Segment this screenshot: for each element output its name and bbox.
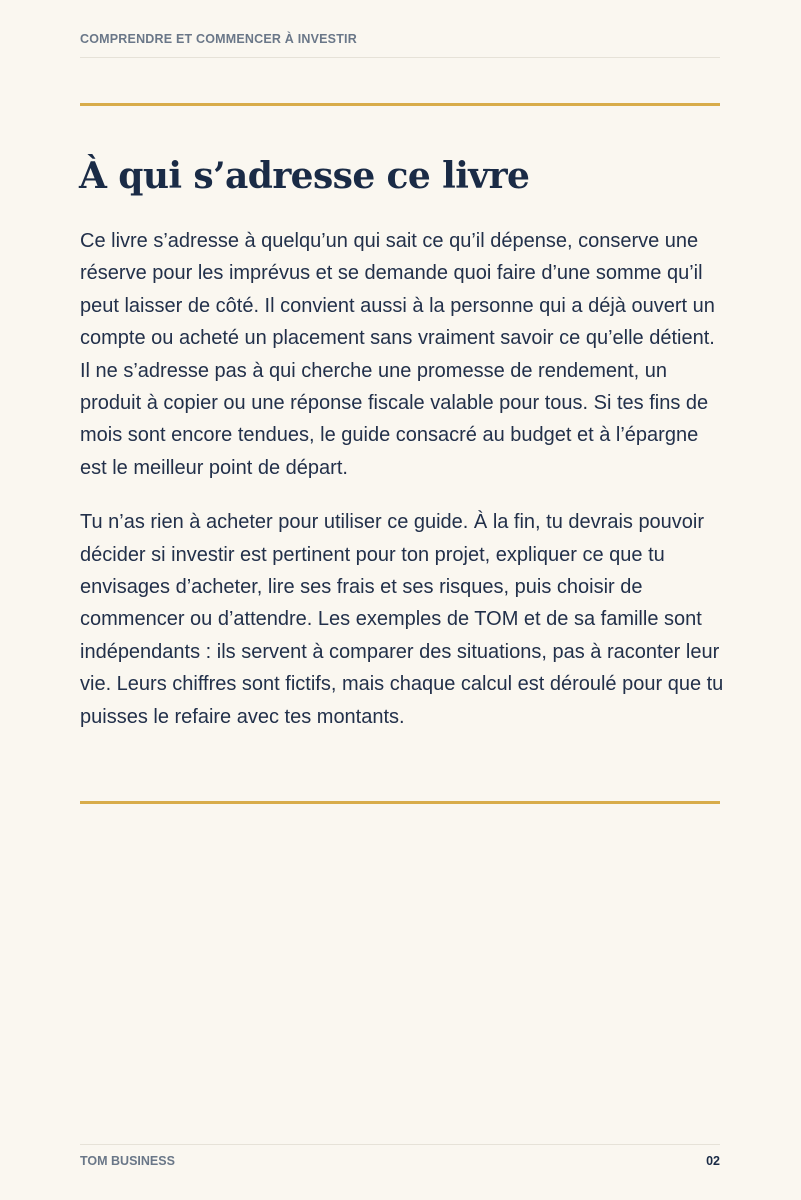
body-paragraph-2: Tu n’as rien à acheter pour utiliser ce guide. À la fin, tu devrais pouvoir décider si investir est pertinent pour ton projet, expliquer ce que tu envisages d’acheter, lire ses frais et ses risques, puis choisir de commencer ou d’attendre. Les exemples de TOM et de sa famille sont indépendants : ils servent à comparer des situations, pas à raconter leur vie. Leurs chiffres sont fictifs, mais chaque calcul est déroulé pour que tu puisses le refaire avec tes montants. xyxy=(80,511,724,728)
section-top-rule xyxy=(80,103,720,106)
section-title: À qui s’adresse ce livre xyxy=(79,155,530,197)
header-divider xyxy=(80,57,720,58)
footer-brand: TOM BUSINESS xyxy=(80,1154,175,1168)
section-body xyxy=(80,225,725,755)
section-bottom-rule xyxy=(80,801,720,804)
running-header: COMPRENDRE ET COMMENCER À INVESTIR xyxy=(80,32,357,46)
page-number: 02 xyxy=(706,1154,720,1168)
body-paragraph-1: Ce livre s’adresse à quelqu’un qui sait ce qu’il dépense, conserve une réserve pour les imprévus et se demande quoi faire d’une somme qu’il peut laisser de côté. Il convient aussi à la personne qui a déjà ouvert un compte ou acheté un placement sans vraiment savoir ce qu’elle détient. Il ne s’adresse pas à qui cherche une promesse de rendement, un produit à copier ou une réponse fiscale valable pour tous. Si tes fins de mois sont encore tendues, le guide consacré au budget et à l’épargne est le meilleur point de départ. xyxy=(80,230,715,479)
footer-divider xyxy=(80,1144,720,1145)
